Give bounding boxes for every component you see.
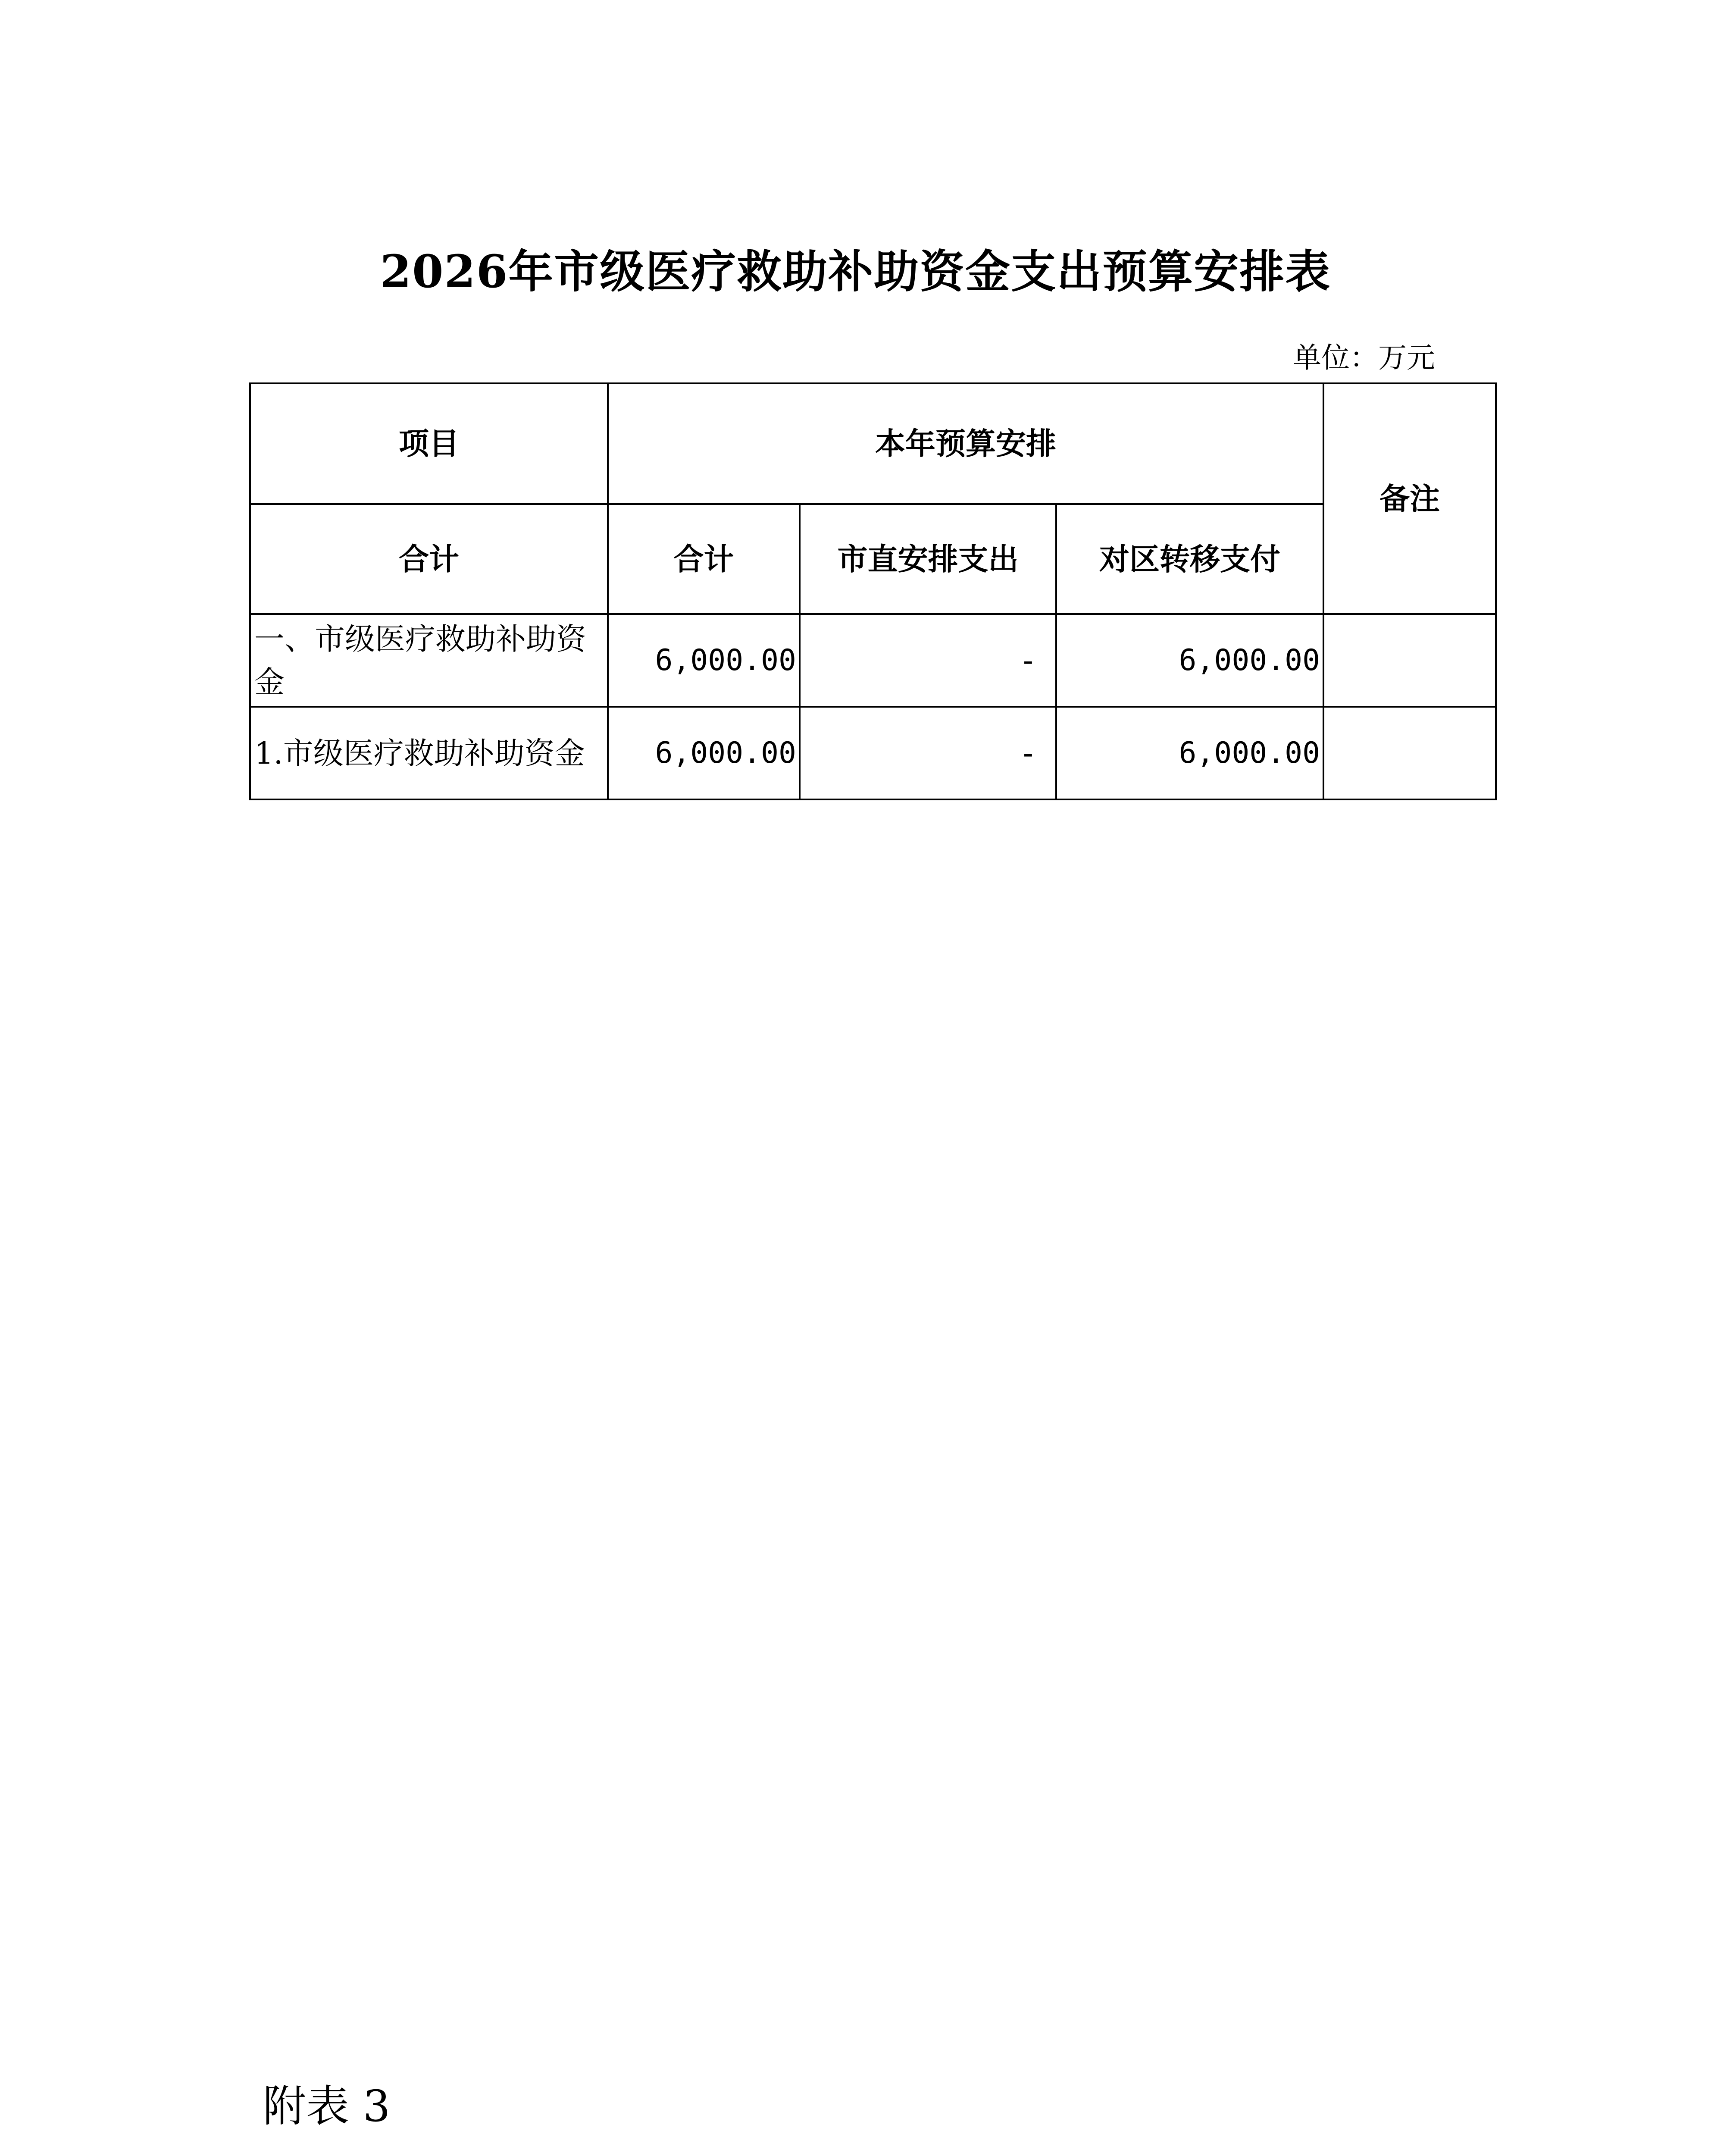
header-subtotal: 合计 (608, 504, 800, 614)
table-header-row (250, 383, 1496, 504)
row-item: 一、市级医疗救助补助资金 (250, 614, 608, 707)
header-current-year-budget: 本年预算安排 (608, 383, 1323, 504)
row-city-direct: - (800, 614, 1056, 707)
appendix-label: 附表 3 (263, 2081, 391, 2131)
row-district-transfer: 6,000.00 (1056, 614, 1323, 707)
row-item: 1.市级医疗救助补助资金 (250, 707, 608, 799)
budget-table (249, 382, 1497, 800)
row-total: 6,000.00 (608, 707, 800, 799)
header-remarks: 备注 (1323, 383, 1496, 614)
table-row (250, 614, 1496, 707)
page-title: 2026年市级医疗救助补助资金支出预算安排表 (380, 245, 1331, 298)
row-remarks (1323, 707, 1496, 799)
row-total: 6,000.00 (608, 614, 800, 707)
header-item: 项目 (250, 383, 608, 504)
table-subheader-row (250, 504, 1496, 614)
header-total-label: 合计 (250, 504, 608, 614)
header-city-direct: 市直安排支出 (800, 504, 1056, 614)
row-remarks (1323, 614, 1496, 707)
header-district-transfer: 对区转移支付 (1056, 504, 1323, 614)
table-row (250, 707, 1496, 799)
unit-label: 单位：万元 (1293, 341, 1435, 374)
row-city-direct: - (800, 707, 1056, 799)
row-district-transfer: 6,000.00 (1056, 707, 1323, 799)
